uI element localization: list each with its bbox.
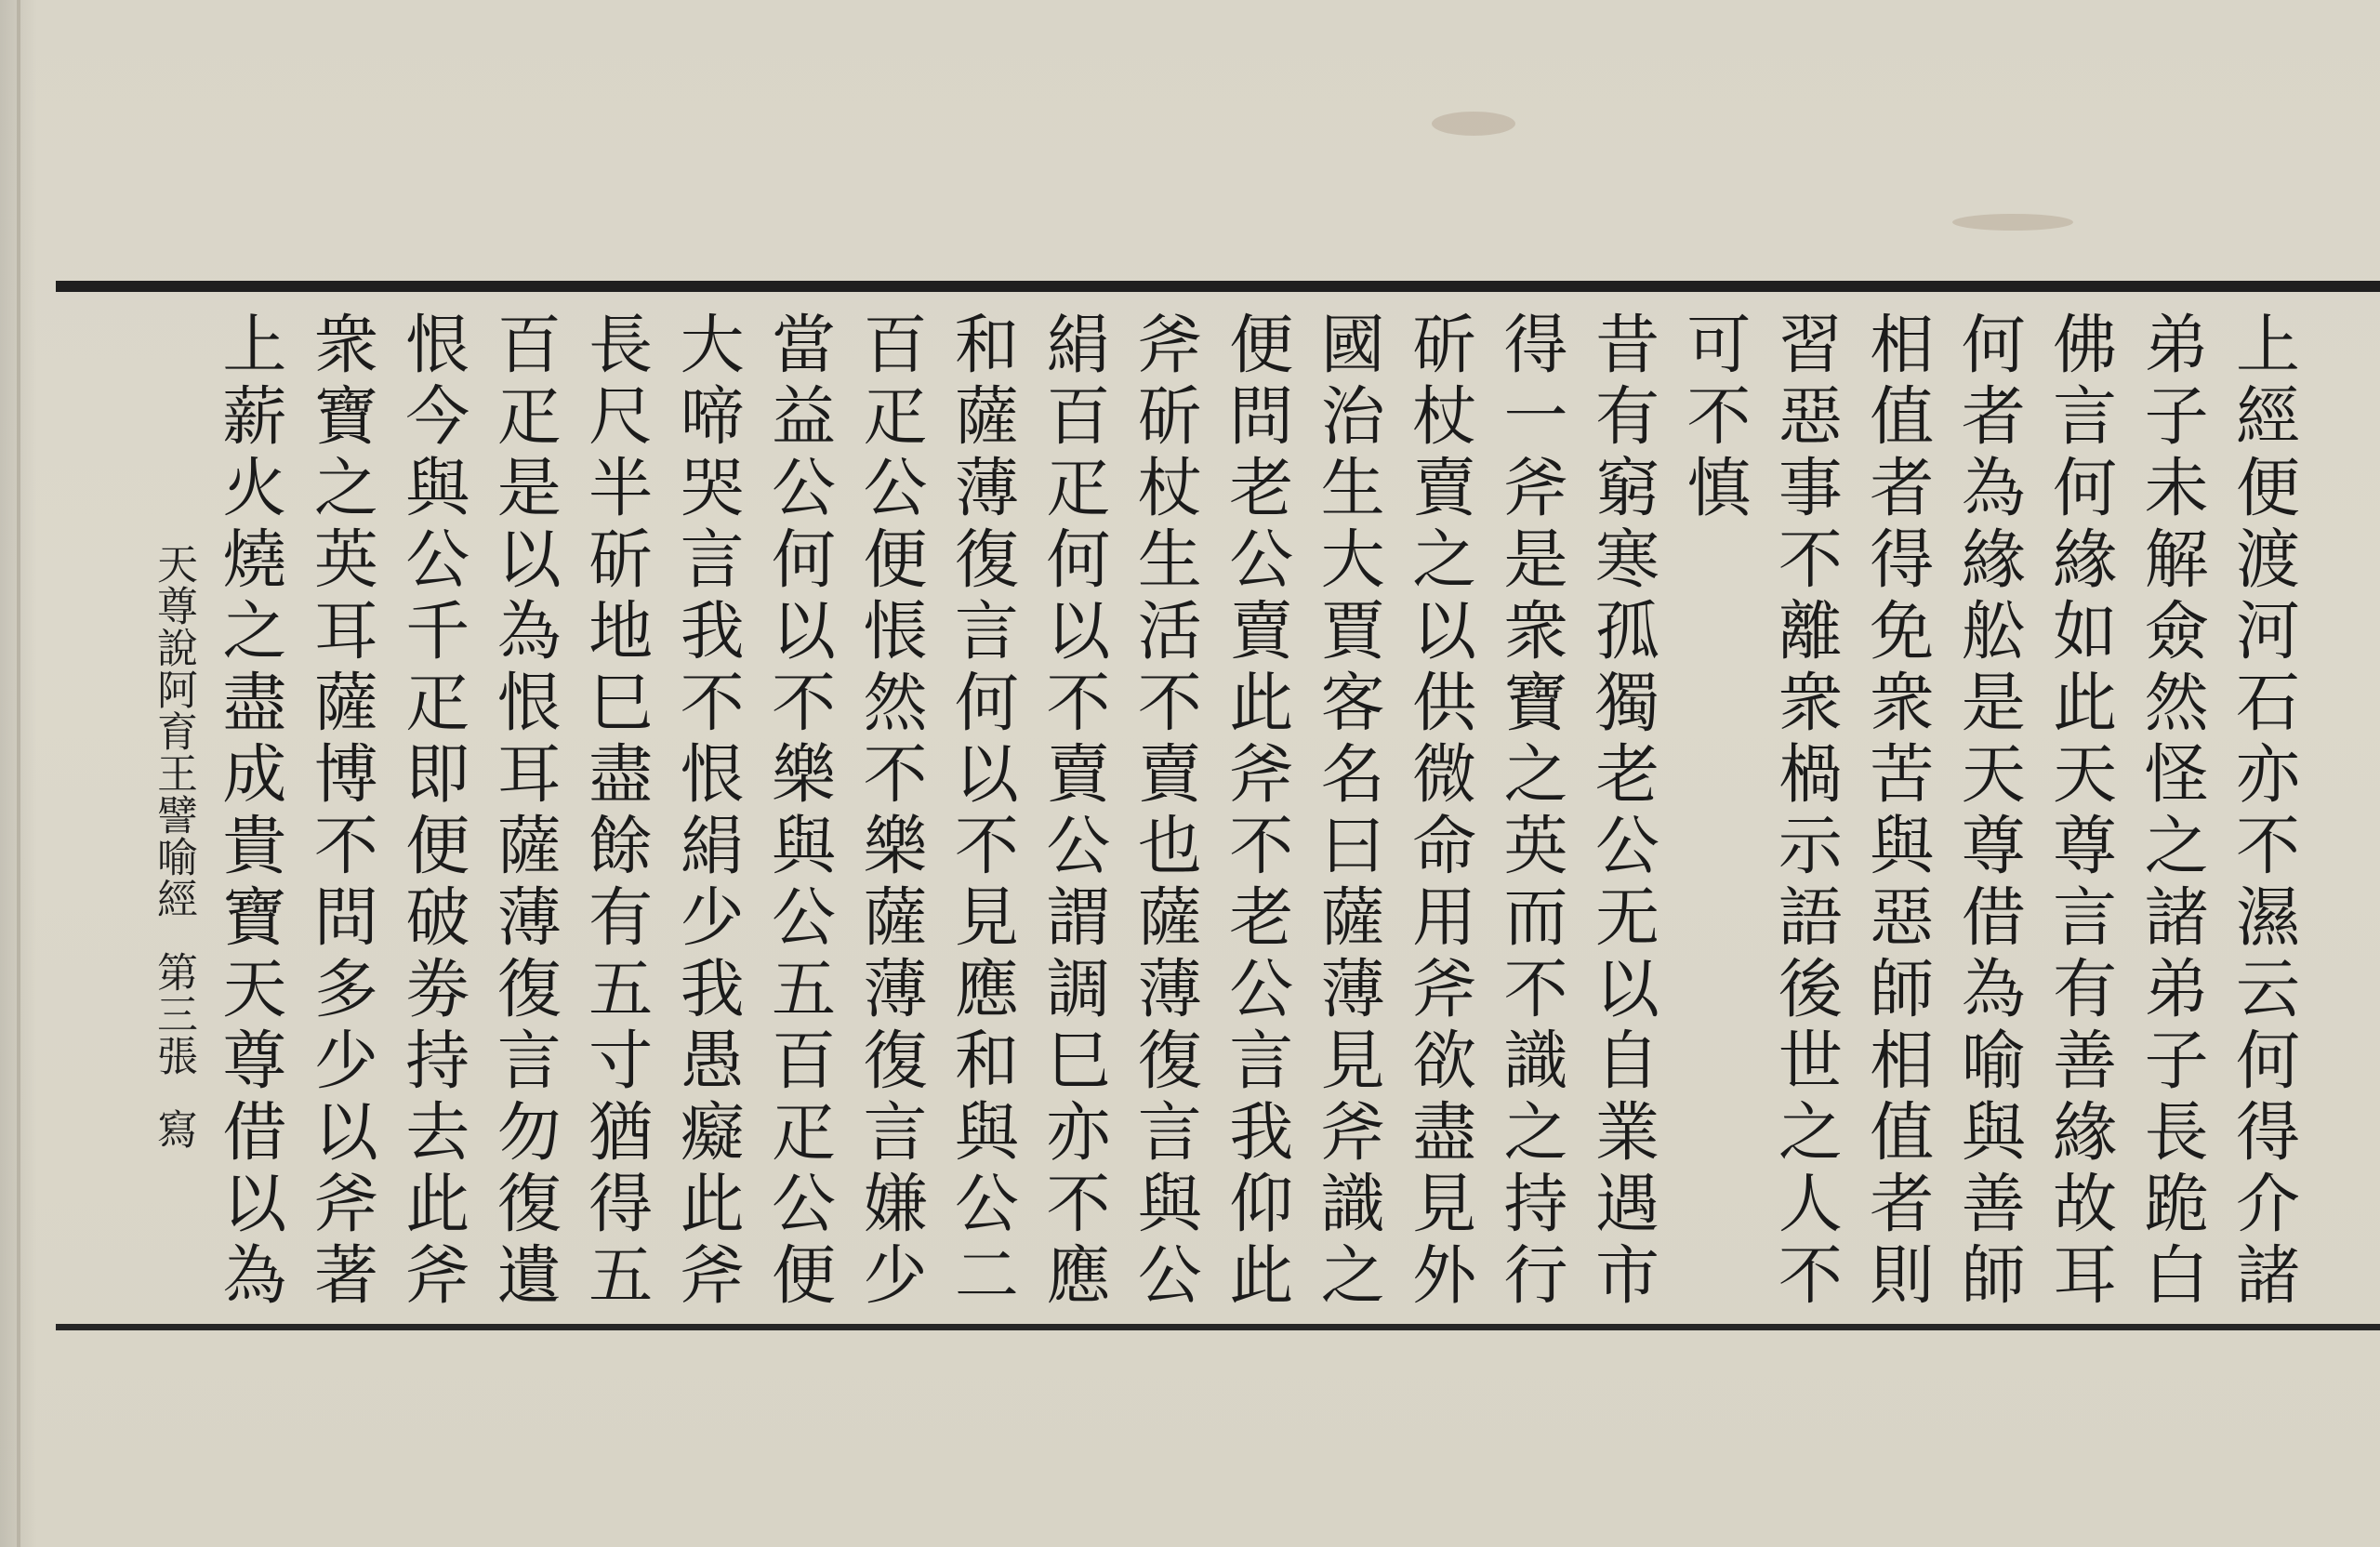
- text-column: 斧斫杖生活不賣也薩薄復言與公: [1126, 311, 1201, 1313]
- paper-stain: [1952, 214, 2073, 231]
- text-column: 和薩薄復言何以不見應和與公二: [943, 311, 1018, 1313]
- text-column: 斫杖賣之以供微命用斧欲盡見外: [1401, 311, 1476, 1313]
- text-column: 佛言何緣如此天尊言有善緣故耳: [2042, 311, 2117, 1313]
- text-column: 昔有窮寒孤獨老公无以自業遇市: [1583, 311, 1659, 1313]
- text-column: 便問老公賣此斧不老公言我仰此: [1218, 311, 1293, 1313]
- text-column: 何者為緣舩是天尊借為喻與善師: [1950, 311, 2025, 1313]
- text-column: 恨今與公千疋即便破劵持去此斧: [394, 311, 469, 1313]
- text-column: 得一斧是衆寶之英而不識之持行: [1492, 311, 1567, 1313]
- text-column: 百疋公便悵然不樂薩薄復言嫌少: [852, 311, 927, 1313]
- sheet-number: 第三張: [149, 951, 197, 1077]
- sheet-footer-column: [145, 311, 201, 1315]
- text-column: 可不慎: [1675, 311, 1751, 525]
- text-column: 百疋是以為恨耳薩薄復言勿復遺: [485, 311, 561, 1313]
- text-column: 上薪火燒之盡成貴寶天尊借以為: [211, 311, 286, 1313]
- top-border-rule: [56, 281, 2380, 292]
- text-column: 衆寶之英耳薩博不問多少以斧著: [302, 311, 377, 1313]
- text-column: 上經便渡河石亦不濕云何得介諸: [2225, 311, 2299, 1313]
- bottom-border-rule: [56, 1324, 2380, 1330]
- text-column: 習惡事不離衆楇示語後世之人不: [1766, 311, 1842, 1313]
- text-column: 相值者得免衆苦與惡師相值者則: [1858, 311, 1934, 1313]
- text-column: 長尺半斫地巳盡餘有五寸猶得五: [577, 311, 653, 1313]
- scribe-mark: 寫: [149, 1108, 197, 1150]
- text-column: 弟子未解僉然怪之諸弟子長跪白: [2133, 311, 2208, 1313]
- text-column: 大啼哭言我不恨絹少我愚癡此斧: [668, 311, 744, 1313]
- text-block: [130, 311, 2306, 1315]
- paper-stain: [1432, 112, 1515, 136]
- text-column: 絹百疋何以不賣公謂調巳亦不應: [1035, 311, 1110, 1313]
- page-binding-edge: [17, 0, 20, 1547]
- text-column: 當益公何以不樂與公五百疋公便: [760, 311, 835, 1313]
- text-column: 國治生大賈客名曰薩薄見斧識之: [1309, 311, 1384, 1313]
- sutra-title: 天尊說阿育王譬喻經: [149, 543, 197, 919]
